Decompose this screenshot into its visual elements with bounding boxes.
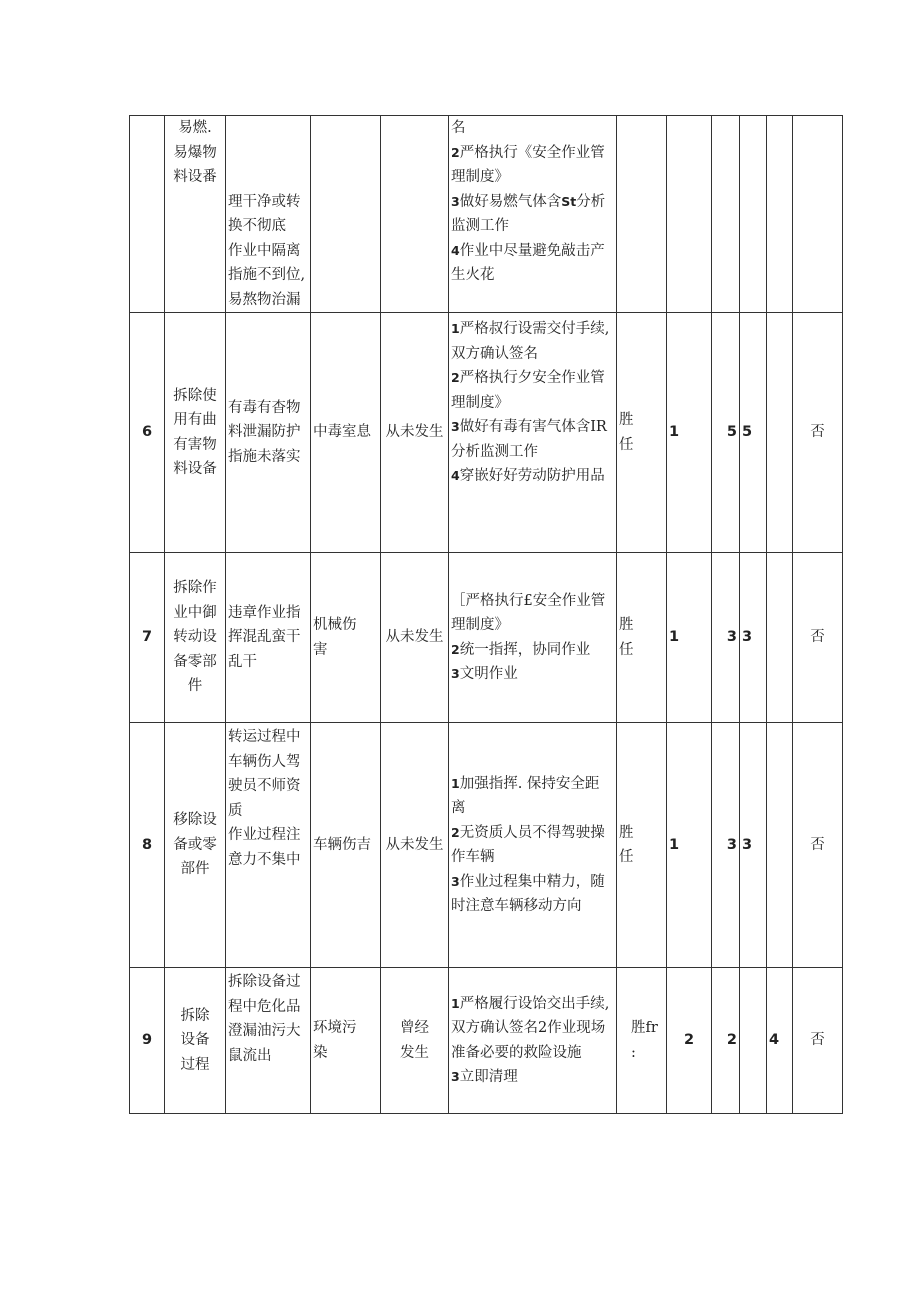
activity-line: 移除设 [173,812,217,829]
score-e-cell: 2 [712,968,740,1114]
score-l-cell: 1 [667,723,712,968]
activity-line: 料设番 [173,169,217,185]
measure-line: 监测工作 [451,218,509,234]
row-number: 8 [130,723,165,968]
table-row [130,116,918,313]
score-d-cell [767,313,793,553]
score-c-cell: 3 [740,553,767,723]
activity-line: 拆除 [180,1007,210,1024]
measure-line: 准备必要的救险设施 [451,1044,582,1061]
control-line: 任 [619,641,634,658]
measure-line: 2严格执行夕安全作业管 [451,370,605,386]
score-l-cell: 2 [667,968,712,1114]
measure-line: 理制度》 [451,394,509,411]
activity-line: 拆除使 [173,387,217,404]
measure-line: 2统一指挥，协同作业 [451,641,591,658]
measure-line: 双方确认签名2作业现场 [451,1020,606,1036]
history-cell [381,968,449,1114]
type-line: 机械伤 [313,617,357,633]
score-l-cell: 1 [667,553,712,723]
hazard-line: 程中危化品 [228,998,301,1015]
row-number: 6 [130,313,165,553]
risk-assessment-table [129,115,918,1114]
measure-line: 1加强指挥. 保持安全距 [451,775,600,792]
measures-cell [449,553,617,723]
table-row [130,313,918,553]
control-line: 胜fr [631,1020,658,1036]
hazard-line: 转运过程中 [228,729,301,745]
measure-line: 3做好易燃气体含St分析 [451,193,606,210]
activity-line: 业中御 [173,604,217,621]
measure-line: 双方确认签名 [451,345,538,362]
activity-line: 易燃. [178,120,212,136]
measure-line: 理制度》 [451,617,509,633]
hazard-cell [226,116,311,313]
hazard-line: 质 [228,802,243,819]
major-risk-cell: 否 [793,553,843,723]
control-line: 任 [619,436,634,453]
score-e-cell: 5 [712,313,740,553]
activity-cell [165,116,226,313]
history-cell: 从未发生 [381,313,449,553]
hazard-cell [226,968,311,1114]
hazard-line: 车辆伤人驾 [228,753,301,770]
history-cell: 从未发生 [381,553,449,723]
hazard-line: 乱干 [228,653,257,670]
type-line: 害 [313,641,328,658]
hazard-line: 违章作业指 [228,604,301,621]
score-e-cell [712,116,740,313]
major-risk-cell: 否 [793,968,843,1114]
measures-cell [449,968,617,1114]
control-line: 胜 [619,824,634,841]
measure-line: 2无资质人员不得驾驶操 [451,824,605,841]
type-line: 染 [313,1044,328,1061]
score-c-cell: 5 [740,313,767,553]
activity-cell [165,313,226,553]
score-l-cell [667,116,712,313]
measure-line: 生火花 [451,267,495,283]
history-cell [381,116,449,313]
accident-type-cell [311,968,381,1114]
hazard-line: 澄漏油污大 [228,1023,301,1039]
measures-cell [449,116,617,313]
control-cell [617,723,667,968]
accident-type-cell [311,553,381,723]
hazard-line: 驶员不师资 [228,778,301,794]
score-d-cell [767,723,793,968]
hazard-line: 作业过程注 [228,827,301,843]
table-body [130,116,918,1114]
history-line: 曾经 [400,1020,429,1036]
history-cell: 从未发生 [381,723,449,968]
hazard-line: 意力不集中 [228,851,301,868]
hazard-line: 拆除设备过 [228,974,301,990]
control-line: 胜 [619,412,634,428]
activity-cell [165,968,226,1114]
row-number: 7 [130,553,165,723]
hazard-line: 作业中隔离 [228,242,301,259]
activity-cell [165,553,226,723]
hazard-cell [226,553,311,723]
score-c-cell [740,968,767,1114]
activity-cell [165,723,226,968]
control-cell [617,116,667,313]
measure-line: 1严格履行设饴交出手续, [451,995,610,1012]
activity-line: 用有曲 [173,412,217,428]
score-e-cell: 3 [712,553,740,723]
measure-line: 时注意车辆移动方向 [451,898,582,914]
score-d-cell [767,116,793,313]
measure-line: 1严格叔行设需交付手续, [451,321,610,337]
major-risk-cell [793,116,843,313]
accident-type-cell [311,116,381,313]
table-row [130,968,918,1114]
measures-cell [449,313,617,553]
type-line: 环境污 [313,1020,357,1036]
activity-line: 设备 [180,1032,210,1049]
measure-line: ［严格执行£安全作业管 [451,592,606,609]
hazard-line: 理干净或转 [228,193,301,210]
activity-line: 料设备 [173,461,217,477]
control-line: 胜 [619,617,634,633]
hazard-line: 鼠流出 [228,1047,272,1064]
measure-line: 3作业过程集中精力，随 [451,873,605,890]
measure-line: 3立即清理 [451,1069,518,1085]
measure-line: 理制度》 [451,169,509,185]
activity-line: 过程 [180,1056,210,1073]
activity-line: 有害物 [173,436,217,453]
control-cell [617,553,667,723]
activity-line: 易爆物 [173,144,217,161]
measure-line: 2严格执行《安全作业管 [451,144,605,161]
measure-line: 3做好有毒有害气体含IR [451,419,607,435]
activity-line: 拆除作 [173,580,217,597]
row-number [130,116,165,313]
control-cell [617,313,667,553]
history-line: 发生 [400,1044,429,1061]
measure-line: 3文明作业 [451,666,518,682]
score-l-cell: 1 [667,313,712,553]
table-row [130,723,918,968]
control-line: : [631,1044,636,1061]
measure-line: 分析监测工作 [451,443,538,460]
score-d-cell [767,553,793,723]
hazard-line: 易熬物治漏 [228,291,301,308]
measure-line: 离 [451,800,466,816]
control-cell [617,968,667,1114]
activity-line: 转动设 [173,629,217,646]
score-d-cell: 4 [767,968,793,1114]
major-risk-cell: 否 [793,723,843,968]
hazard-line: 挥混乱蛮干 [228,629,301,646]
score-c-cell [740,116,767,313]
score-e-cell: 3 [712,723,740,968]
activity-line: 部件 [180,861,210,878]
accident-type-cell: 中毒室息 [311,313,381,553]
activity-line: 备零部 [173,653,217,670]
accident-type-cell: 车辆伤吉 [311,723,381,968]
control-line: 任 [619,849,634,865]
hazard-line: 指施未落实 [228,448,301,465]
measure-line: 4作业中尽量避免敲击产 [451,242,605,259]
hazard-line: 有毒有杳物 [228,399,301,416]
activity-line: 备或零 [173,836,217,853]
row-number: 9 [130,968,165,1114]
measures-cell [449,723,617,968]
measure-line: 名 [451,120,466,136]
measure-line: 作车辆 [451,849,495,865]
score-c-cell: 3 [740,723,767,968]
activity-line: 件 [187,678,203,695]
hazard-cell [226,313,311,553]
measure-line: 4穿嵌好好劳动防护用品 [451,468,605,484]
hazard-line: 换不彻底 [228,218,286,234]
hazard-line: 料泄漏防护 [228,424,301,441]
major-risk-cell: 否 [793,313,843,553]
hazard-line: 指施不到位, [228,267,306,283]
table-row [130,553,918,723]
hazard-cell [226,723,311,968]
